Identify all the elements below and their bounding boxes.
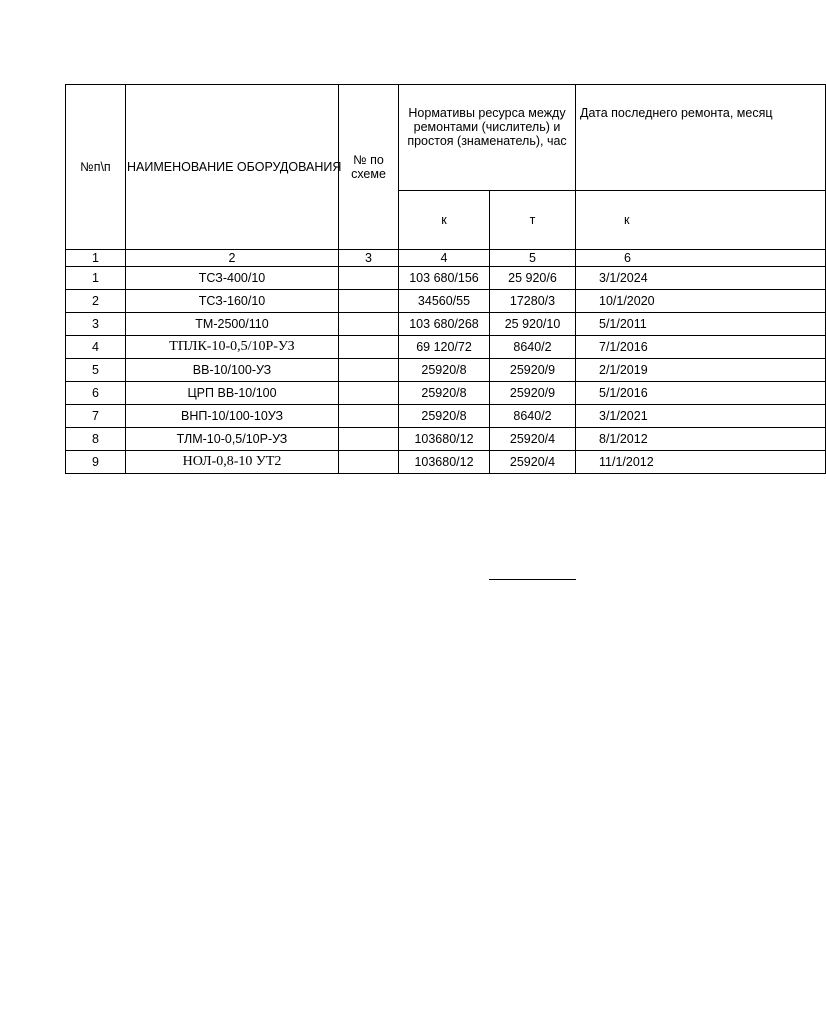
norm-t: 25920/4	[490, 451, 576, 474]
row-number: 8	[66, 428, 126, 451]
header-row	[66, 85, 826, 191]
last-repair-date: 10/1/2020	[576, 290, 826, 313]
last-repair-date: 7/1/2016	[576, 336, 826, 359]
norm-k: 34560/55	[399, 290, 490, 313]
scheme-number	[339, 267, 399, 290]
table-row	[66, 451, 826, 474]
norm-k: 103 680/268	[399, 313, 490, 336]
norm-t: 25920/4	[490, 428, 576, 451]
equipment-name: НОЛ-0,8-10 УТ2	[126, 451, 339, 474]
row-number: 2	[66, 290, 126, 313]
norm-k: 103 680/156	[399, 267, 490, 290]
column-index: 2	[126, 250, 339, 267]
column-index: 6	[576, 250, 826, 267]
equipment-name: ТМ-2500/110	[126, 313, 339, 336]
scheme-number	[339, 290, 399, 313]
scheme-number	[339, 405, 399, 428]
equipment-name: ТСЗ-160/10	[126, 290, 339, 313]
norm-k: 103680/12	[399, 451, 490, 474]
norm-k: 25920/8	[399, 405, 490, 428]
row-number: 7	[66, 405, 126, 428]
last-repair-date: 5/1/2016	[576, 382, 826, 405]
norm-t: 8640/2	[490, 336, 576, 359]
norm-k: 103680/12	[399, 428, 490, 451]
scheme-number	[339, 451, 399, 474]
norm-t: 17280/3	[490, 290, 576, 313]
table-row	[66, 405, 826, 428]
table-row	[66, 336, 826, 359]
last-repair-date: 2/1/2019	[576, 359, 826, 382]
equipment-name: ТЛМ-10-0,5/10Р-УЗ	[126, 428, 339, 451]
row-number: 1	[66, 267, 126, 290]
table-row	[66, 382, 826, 405]
header-date: Дата последнего ремонта, месяц	[576, 85, 826, 191]
norm-k: 25920/8	[399, 382, 490, 405]
last-repair-date: 11/1/2012	[576, 451, 826, 474]
table-row	[66, 313, 826, 336]
subheader-t: т	[490, 191, 576, 250]
equipment-name: ЦРП ВВ-10/100	[126, 382, 339, 405]
scheme-number	[339, 359, 399, 382]
scheme-number	[339, 428, 399, 451]
last-repair-date: 8/1/2012	[576, 428, 826, 451]
column-index-row	[66, 250, 826, 267]
last-repair-date: 3/1/2024	[576, 267, 826, 290]
subheader-k-date: к	[576, 191, 826, 250]
row-number: 3	[66, 313, 126, 336]
row-number: 9	[66, 451, 126, 474]
norm-k: 69 120/72	[399, 336, 490, 359]
scheme-number	[339, 382, 399, 405]
row-number: 6	[66, 382, 126, 405]
table-row	[66, 290, 826, 313]
norm-k: 25920/8	[399, 359, 490, 382]
norm-t: 25 920/6	[490, 267, 576, 290]
row-number: 5	[66, 359, 126, 382]
equipment-name: ТПЛК-10-0,5/10Р-УЗ	[126, 336, 339, 359]
header-num: №п\п	[66, 85, 126, 250]
header-norms: Нормативы ресурса между ремонтами (числитель) и простоя (знаменатель), час	[399, 85, 576, 191]
column-index: 4	[399, 250, 490, 267]
last-repair-date: 5/1/2011	[576, 313, 826, 336]
column-index: 5	[490, 250, 576, 267]
scheme-number	[339, 336, 399, 359]
equipment-table	[65, 84, 826, 474]
norm-t: 25 920/10	[490, 313, 576, 336]
norm-t: 25920/9	[490, 359, 576, 382]
column-index: 3	[339, 250, 399, 267]
subheader-k: к	[399, 191, 490, 250]
norm-t: 25920/9	[490, 382, 576, 405]
column-index: 1	[66, 250, 126, 267]
row-number: 4	[66, 336, 126, 359]
scheme-number	[339, 313, 399, 336]
header-scheme: № по схеме	[339, 85, 399, 250]
equipment-name: ТСЗ-400/10	[126, 267, 339, 290]
table-row	[66, 359, 826, 382]
signature-line	[489, 579, 576, 580]
equipment-name: ВВ-10/100-УЗ	[126, 359, 339, 382]
table-row	[66, 267, 826, 290]
table-viewport	[65, 84, 773, 469]
last-repair-date: 3/1/2021	[576, 405, 826, 428]
norm-t: 8640/2	[490, 405, 576, 428]
equipment-name: ВНП-10/100-10УЗ	[126, 405, 339, 428]
header-name: НАИМЕНОВАНИЕ ОБОРУДОВАНИЯ	[126, 85, 339, 250]
table-row	[66, 428, 826, 451]
